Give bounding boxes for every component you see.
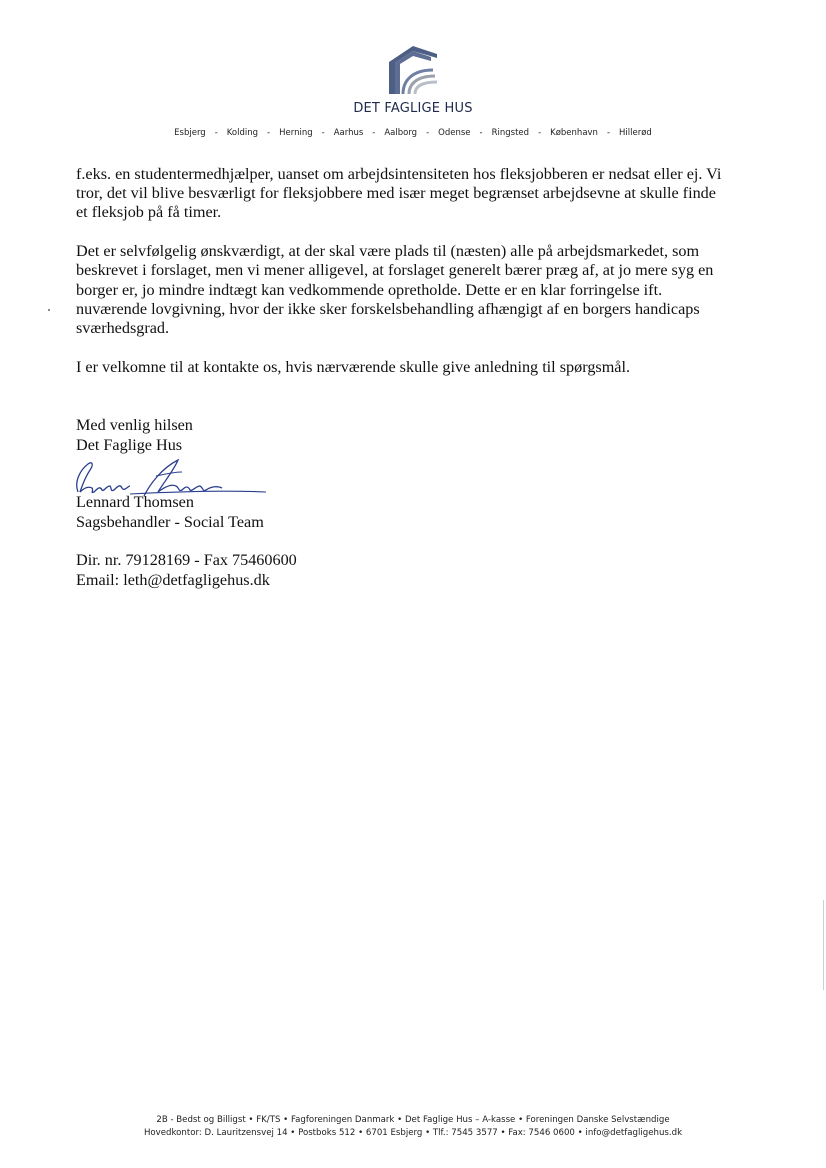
body-paragraph — [76, 358, 756, 377]
text-line: I er velkomne til at kontakte os, hvis nærværende skulle give anledning til spørgsmål. — [76, 357, 631, 376]
city-list — [0, 128, 826, 138]
body-paragraph — [76, 165, 756, 223]
email-address[interactable]: Email: leth@detfagligehus.dk — [76, 570, 270, 589]
scan-edge-line — [823, 900, 824, 990]
closing-organisation: Det Faglige Hus — [76, 435, 183, 454]
page-footer — [0, 1114, 826, 1139]
contact-block — [76, 551, 297, 590]
signer-block — [76, 493, 264, 532]
closing-greeting: Med venlig hilsen — [76, 416, 193, 434]
city-separator: - — [321, 128, 325, 138]
text-line: et fleksjob på få timer. — [76, 203, 222, 222]
signer-name: Lennard Thomsen — [76, 493, 194, 511]
city-name: Aalborg — [384, 128, 418, 138]
city-name: Odense — [438, 128, 471, 138]
house-logo-icon — [383, 44, 443, 96]
city-separator: - — [267, 128, 271, 138]
city-name: Ringsted — [491, 128, 530, 138]
city-separator: - — [479, 128, 483, 138]
city-name: København — [550, 128, 598, 138]
closing-block — [76, 416, 193, 455]
city-separator: - — [538, 128, 542, 138]
phone-fax: Dir. nr. 79128169 - Fax 75460600 — [76, 551, 297, 569]
city-name: Kolding — [226, 128, 259, 138]
letter-body — [76, 165, 756, 396]
city-name: Hillerød — [619, 128, 652, 138]
text-line: beskrevet i forslaget, men vi mener alligevel, at forslaget generelt bærer præg af, at jo mere syg en — [76, 261, 714, 280]
text-line: Det er selvfølgelig ønskværdigt, at der skal være plads til (næsten) alle på arbejdsmarkedet, som — [76, 242, 700, 261]
city-separator: - — [606, 128, 611, 138]
signer-title: Sagsbehandler - Social Team — [76, 512, 264, 531]
organisation-name: DET FAGLIGE HUS — [353, 101, 473, 116]
body-paragraph — [76, 242, 756, 338]
text-line: sværhedsgrad. — [76, 318, 170, 337]
footer-line-address: Hovedkontor: D. Lauritzensvej 14 • Postboks 512 • 6701 Esbjerg • Tlf.: 7545 3577 • Fax: 7546 0600 • info@detfagligehus.dk — [143, 1127, 683, 1138]
text-line: nuværende lovgivning, hvor der ikke sker forskelsbehandling afhængigt af en borgers handicaps — [76, 299, 700, 318]
scan-speck — [48, 309, 50, 311]
text-line: f.eks. en studentermedhjælper, uanset om arbejdsintensiteten hos fleksjobberen er nedsat eller ej. Vi — [76, 165, 722, 183]
text-line: tror, det vil blive besværligt for fleksjobbere med især meget begrænset arbejdsevne at skulle finde — [76, 184, 716, 203]
city-separator: - — [214, 128, 218, 138]
city-name: Aarhus — [333, 128, 364, 138]
footer-line-affiliates: 2B - Bedst og Billigst • FK/TS • Fagforeningen Danmark • Det Faglige Hus – A-kasse • Foreningen Danske Selvstændige — [156, 1115, 670, 1125]
city-separator: - — [372, 128, 376, 138]
text-line: borger er, jo mindre indtægt kan vedkommende opretholde. Dette er en klar forringelse ift. — [76, 280, 663, 299]
city-separator: - — [426, 128, 430, 138]
city-name: Esbjerg — [174, 128, 206, 138]
city-name: Herning — [279, 128, 313, 138]
